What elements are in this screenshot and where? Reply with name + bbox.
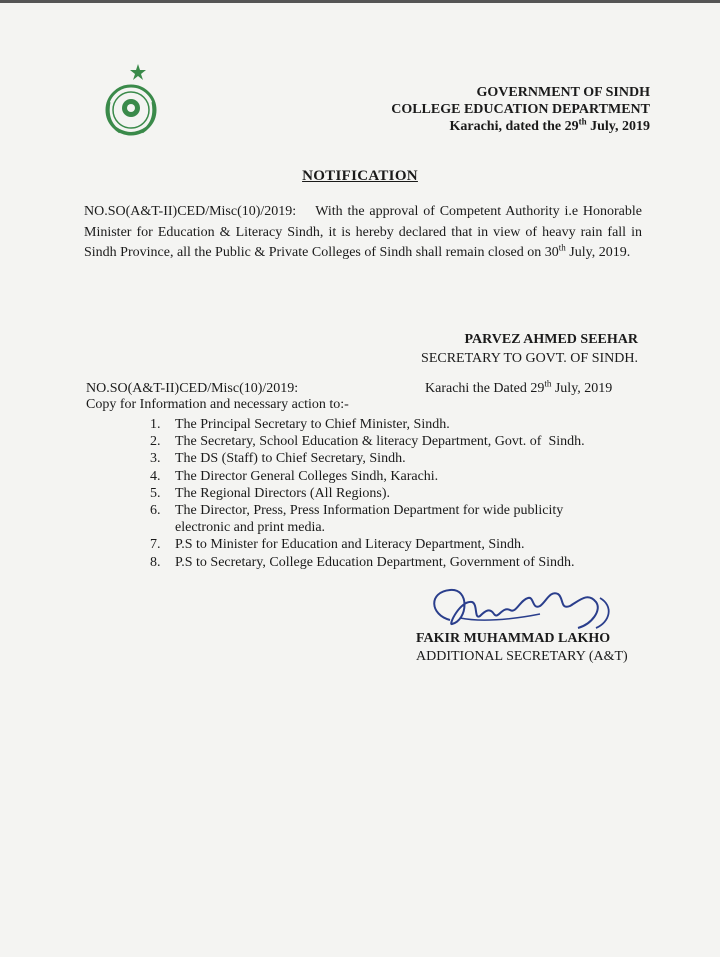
list-item: 3. The DS (Staff) to Chief Secretary, Sindh.: [150, 451, 406, 467]
additional-secretary-title: ADDITIONAL SECRETARY (A&T): [416, 649, 628, 664]
list-item: 5. The Regional Directors (All Regions).: [150, 485, 391, 501]
government-name: GOVERNMENT OF SINDH: [476, 85, 650, 100]
document-title: NOTIFICATION: [302, 168, 418, 184]
copy-reference-number: NO.SO(A&T-II)CED/Misc(10)/2019:: [86, 381, 299, 396]
list-item: 8. P.S to Secretary, College Education Department, Government of Sindh.: [150, 554, 575, 570]
recipient-list: [150, 416, 620, 571]
header-date: Karachi, dated the 29th July, 2019: [449, 116, 650, 134]
list-item: 7. P.S to Minister for Education and Literacy Department, Sindh.: [150, 537, 525, 553]
copy-intro: Copy for Information and necessary action to:-: [86, 397, 349, 412]
additional-secretary-signature-block: [416, 630, 628, 666]
list-item: 2. The Secretary, School Education & literacy Department, Govt. of Sindh.: [150, 434, 585, 450]
secretary-title: SECRETARY TO GOVT. OF SINDH.: [421, 351, 638, 366]
list-item: 6. The Director, Press, Press Information Department for wide publicity electronic and print media.: [150, 503, 564, 536]
letterhead: [340, 84, 650, 135]
notification-body: NO.SO(A&T-II)CED/Misc(10)/2019: With the approval of Competent Authority i.e Honorable Minister for Education & Literacy Sindh, it is hereby declared that in view of heavy rain fall in Sindh Province, all the Public & Private Colleges of Sindh shall remain closed on 30th July, 2019.: [84, 204, 646, 260]
secretary-name: PARVEZ AHMED SEEHAR: [464, 332, 638, 347]
list-item: 1. The Principal Secretary to Chief Minister, Sindh.: [150, 417, 450, 432]
department-name: COLLEGE EDUCATION DEPARTMENT: [391, 102, 650, 117]
secretary-signature-block: [370, 330, 638, 368]
copy-date: Karachi the Dated 29th July, 2019: [425, 378, 613, 396]
list-item: 4. The Director General Colleges Sindh, Karachi.: [150, 468, 439, 484]
sindh-government-seal-icon: [100, 62, 162, 140]
additional-secretary-name: FAKIR MUHAMMAD LAKHO: [416, 631, 611, 646]
